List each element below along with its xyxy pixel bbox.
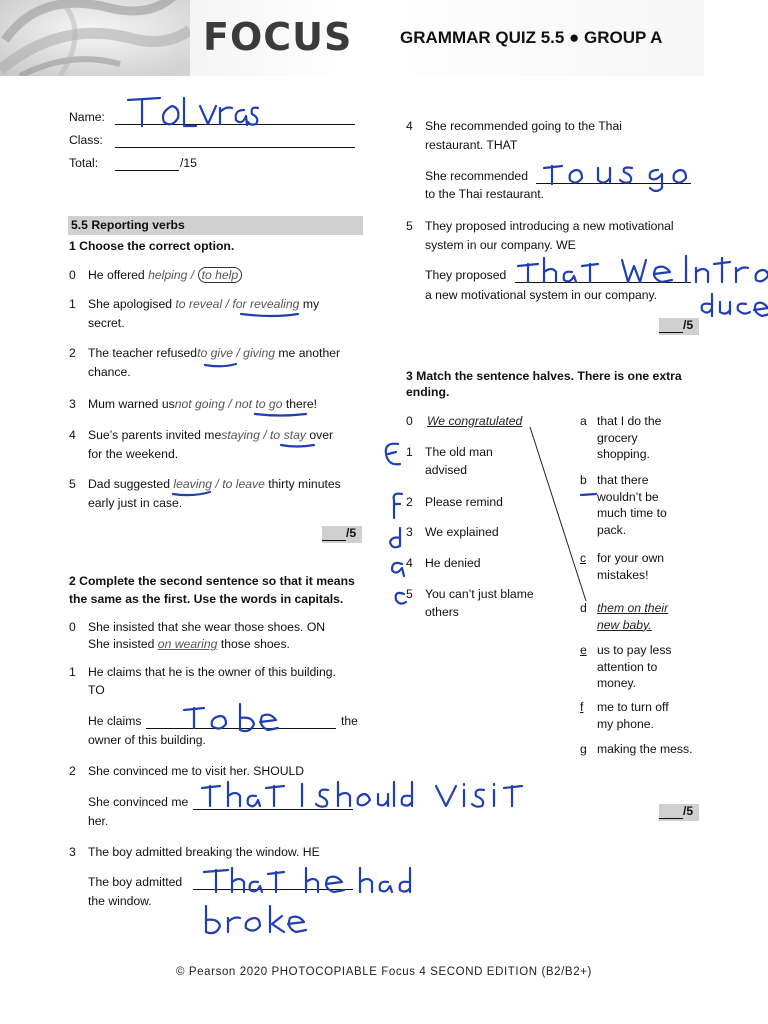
ex1-item-1-tail: my (302, 297, 320, 311)
ex2-item-0-tail: those shoes. (220, 637, 290, 651)
ex2-item-1-tail: the (341, 714, 358, 728)
ex2-item-1-prompt: He claims that he is the owner of this building. (88, 665, 336, 679)
ex2-item-4-stem: She recommended (425, 169, 528, 183)
ex3-right-e (597, 642, 672, 692)
ex1-item-3-tail: there! (285, 397, 318, 411)
ex2-item-5-keyword: system in our company. WE (425, 238, 576, 252)
ex3-left-number: 1 (406, 445, 413, 459)
ex3-right-letter-e: e (580, 643, 587, 657)
ex3-right-line: much time to (597, 506, 667, 520)
ex2-item-number: 0 (69, 620, 76, 634)
ex3-right-letter-g: g (580, 742, 587, 756)
ex3-right-line: money. (597, 676, 637, 690)
ex1-item-number: 5 (69, 477, 76, 491)
ex2-item-3-prompt: The boy admitted breaking the window. HE (88, 845, 320, 859)
ex3-right-line: my phone. (597, 716, 654, 731)
ex3-right-line: mistakes! (597, 567, 649, 582)
ex3-right-line: wouldn’t be (597, 489, 659, 504)
ex2-score-field[interactable] (659, 332, 683, 333)
ex1-item-5-option-1[interactable]: leaving (173, 477, 213, 491)
ex1-item-2-stem: The teacher refused (88, 346, 198, 360)
ex1-option-separator: / (236, 346, 240, 360)
ex3-right-b (597, 472, 667, 538)
ex3-left-0: We congratulated (427, 414, 523, 428)
ex1-item-5-tail: thirty minutes (268, 477, 341, 491)
ex3-example-match-line (528, 425, 590, 605)
ex2-item-5-line-3: a new motivational system in our company. (425, 288, 658, 302)
focus-logo-swirl-icon (0, 0, 190, 76)
ex2-item-3-handwritten-answer-line-1 (200, 864, 425, 896)
section-title-bar: 5.5 Reporting verbs (68, 216, 363, 235)
ex3-right-line: us to pay less (597, 643, 672, 657)
ex1-item-5-stem: Dad suggested (88, 477, 170, 491)
ex3-right-line: shopping. (597, 447, 650, 461)
ex2-item-1-line-3: owner of this building. (88, 733, 206, 747)
ex1-item-0 (88, 267, 242, 285)
ex2-item-3-line-3: the window. (88, 894, 152, 908)
ex3-right-f (597, 699, 669, 732)
ex1-item-4-tail: over (309, 428, 334, 442)
ex2-item-3-stem: The boy admitted (88, 875, 183, 889)
ex1-item-number: 0 (69, 268, 76, 282)
ex2-item-0-prompt: She insisted that she wear those shoes. ON (88, 620, 326, 634)
ex3-right-line: new baby. (597, 617, 652, 632)
ex2-item-4-keyword: restaurant. THAT (425, 138, 518, 152)
ex1-item-5-hand-underline (170, 488, 220, 500)
ex3-left-number: 0 (406, 414, 413, 428)
ex1-item-0-option-1[interactable]: helping (148, 268, 188, 282)
ex1-item-1-option-2[interactable]: for revealing (232, 297, 300, 311)
ex1-item-4-stem: Sue’s parents invited me (88, 428, 222, 442)
ex1-option-separator: / (263, 428, 267, 442)
ex3-right-letter-c: c (580, 551, 587, 565)
ex1-score-field[interactable] (322, 540, 346, 541)
ex1-item-number: 3 (69, 397, 76, 411)
ex2-item-4-handwritten-answer (540, 158, 695, 190)
ex2-item-number: 3 (69, 845, 76, 859)
ex1-item-0-option-2-circled[interactable]: to help (198, 267, 243, 283)
total-suffix: /15 (180, 156, 197, 170)
ex1-option-separator: / (215, 477, 219, 491)
ex3-score-suffix: /5 (683, 804, 694, 818)
ex2-item-2-prompt: She convinced me to visit her. SHOULD (88, 764, 305, 778)
ex1-item-number: 2 (69, 346, 76, 360)
ex3-right-line: that there (597, 473, 649, 487)
ex2-item-1-keyword: TO (88, 683, 105, 697)
ex2-item-5-handwritten-answer (514, 254, 764, 320)
ex3-right-letter-a: a (580, 414, 587, 428)
ex3-instruction-line-2: ending. (406, 385, 450, 399)
ex3-right-letter-b: b (580, 473, 587, 487)
ex1-item-4-option-1[interactable]: staying (221, 428, 260, 442)
ex3-left-5-line-2: others (425, 605, 459, 619)
ex2-item-4-line-3: to the Thai restaurant. (425, 187, 545, 201)
ex3-right-c (597, 550, 664, 583)
ex1-item-3-hand-underline (252, 410, 312, 420)
ex3-right-line: them on their (597, 601, 669, 615)
ex3-right-letter-f: f (580, 700, 584, 714)
ex1-item-number: 4 (69, 428, 76, 442)
ex2-item-0-example-answer: on wearing (157, 637, 218, 651)
ex2-item-5-stem: They proposed (425, 268, 507, 282)
ex3-left-4: He denied (425, 556, 481, 570)
ex2-item-3-handwritten-answer-line-2 (200, 902, 310, 942)
ex1-item-4-hand-underline (278, 441, 323, 451)
ex1-item-1-line-2: secret. (88, 316, 125, 330)
ex3-left-number: 4 (406, 556, 413, 570)
ex1-item-5-option-2[interactable]: to leave (222, 477, 265, 491)
ex1-item-4-option-2[interactable]: to stay (270, 428, 306, 442)
ex3-left-number: 2 (406, 495, 413, 509)
ex1-item-4-line-2: for the weekend. (88, 447, 179, 461)
ex3-right-letter-d: d (580, 601, 587, 615)
ex2-item-2-line-3: her. (88, 814, 109, 828)
ex3-right-a (597, 413, 661, 463)
ex1-item-5-line-2: early just in case. (88, 496, 183, 510)
ex3-right-line: pack. (597, 522, 627, 537)
ex1-item-3-option-2[interactable]: not to go (235, 397, 283, 411)
ex1-item-1-hand-underline (238, 310, 308, 320)
ex2-item-1-handwritten-answer (180, 700, 280, 734)
ex3-right-line: me to turn off (597, 700, 669, 714)
total-field[interactable] (115, 170, 179, 171)
ex1-item-2-line-2: chance. (88, 365, 131, 379)
ex3-right-line: for your own (597, 551, 665, 565)
ex1-option-separator: / (190, 268, 195, 282)
class-field[interactable] (115, 147, 355, 148)
class-label: Class: (69, 133, 103, 147)
ex2-instruction-line-2: the same as the first. Use the words in capitals. (69, 592, 344, 606)
ex3-b-hand-dash (578, 490, 602, 500)
ex2-item-4-prompt: She recommended going to the Thai (425, 119, 622, 133)
ex1-option-separator: / (225, 297, 229, 311)
name-label: Name: (69, 110, 105, 124)
ex3-right-d (597, 600, 668, 633)
ex1-item-2-option-1[interactable]: to give (197, 346, 233, 360)
ex3-score-field[interactable] (659, 818, 683, 819)
ex1-item-2-option-2[interactable]: giving (243, 346, 276, 360)
ex1-item-3-stem: Mum warned us (88, 397, 175, 411)
ex3-right-g (597, 741, 693, 758)
ex1-item-1-option-1[interactable]: to reveal (175, 297, 223, 311)
ex1-score-suffix: /5 (346, 526, 357, 540)
ex2-instruction-line-1: 2 Complete the second sentence so that it means (69, 574, 355, 588)
brand-logo-text: FOCUS (203, 15, 353, 59)
ex2-item-2-stem: She convinced me (88, 795, 189, 809)
ex3-left-2: Please remind (425, 495, 503, 509)
ex2-item-2-handwritten-answer (198, 778, 530, 814)
ex3-right-line: attention to (597, 659, 658, 674)
ex2-item-number: 4 (406, 119, 413, 133)
quiz-title: GRAMMAR QUIZ 5.5 ● GROUP A (400, 28, 663, 47)
ex2-item-5-prompt: They proposed introducing a new motivational (425, 219, 674, 233)
ex3-left-5: You can’t just blame (425, 587, 534, 601)
ex1-item-number: 1 (69, 297, 76, 311)
ex2-score-suffix: /5 (683, 318, 694, 332)
ex3-handwritten-answers (380, 436, 410, 606)
handwritten-name (120, 92, 260, 132)
ex3-right-line: making the mess. (597, 742, 693, 756)
ex2-item-number: 2 (69, 764, 76, 778)
ex2-item-0-stem: She insisted (88, 637, 155, 651)
ex2-item-0-answer-line (88, 636, 290, 654)
total-label: Total: (69, 156, 99, 170)
ex3-right-line: that I do the (597, 414, 662, 428)
ex1-item-3-option-1[interactable]: not going (174, 397, 225, 411)
ex2-item-1-stem: He claims (88, 714, 142, 728)
ex1-item-1-stem: She apologised (88, 297, 173, 311)
ex1-instruction: 1 Choose the correct option. (69, 239, 235, 253)
ex1-item-2-tail: me another (278, 346, 341, 360)
ex3-left-number: 5 (406, 587, 413, 601)
ex3-right-line: grocery (597, 430, 638, 445)
ex2-item-number: 5 (406, 219, 413, 233)
ex1-item-0-stem: He offered (88, 268, 145, 282)
ex3-left-1: The old man (425, 445, 493, 459)
ex3-left-3: We explained (425, 525, 499, 539)
ex1-item-2-hand-underline (202, 360, 247, 370)
footer-copyright: © Pearson 2020 PHOTOCOPIABLE Focus 4 SECOND EDITION (B2/B2+) (176, 966, 592, 978)
ex3-left-number: 3 (406, 525, 413, 539)
ex3-left-1-line-2: advised (425, 463, 468, 477)
ex1-option-separator: / (228, 397, 232, 411)
ex3-instruction-line-1: 3 Match the sentence halves. There is one extra (406, 369, 682, 383)
ex2-item-number: 1 (69, 665, 76, 679)
